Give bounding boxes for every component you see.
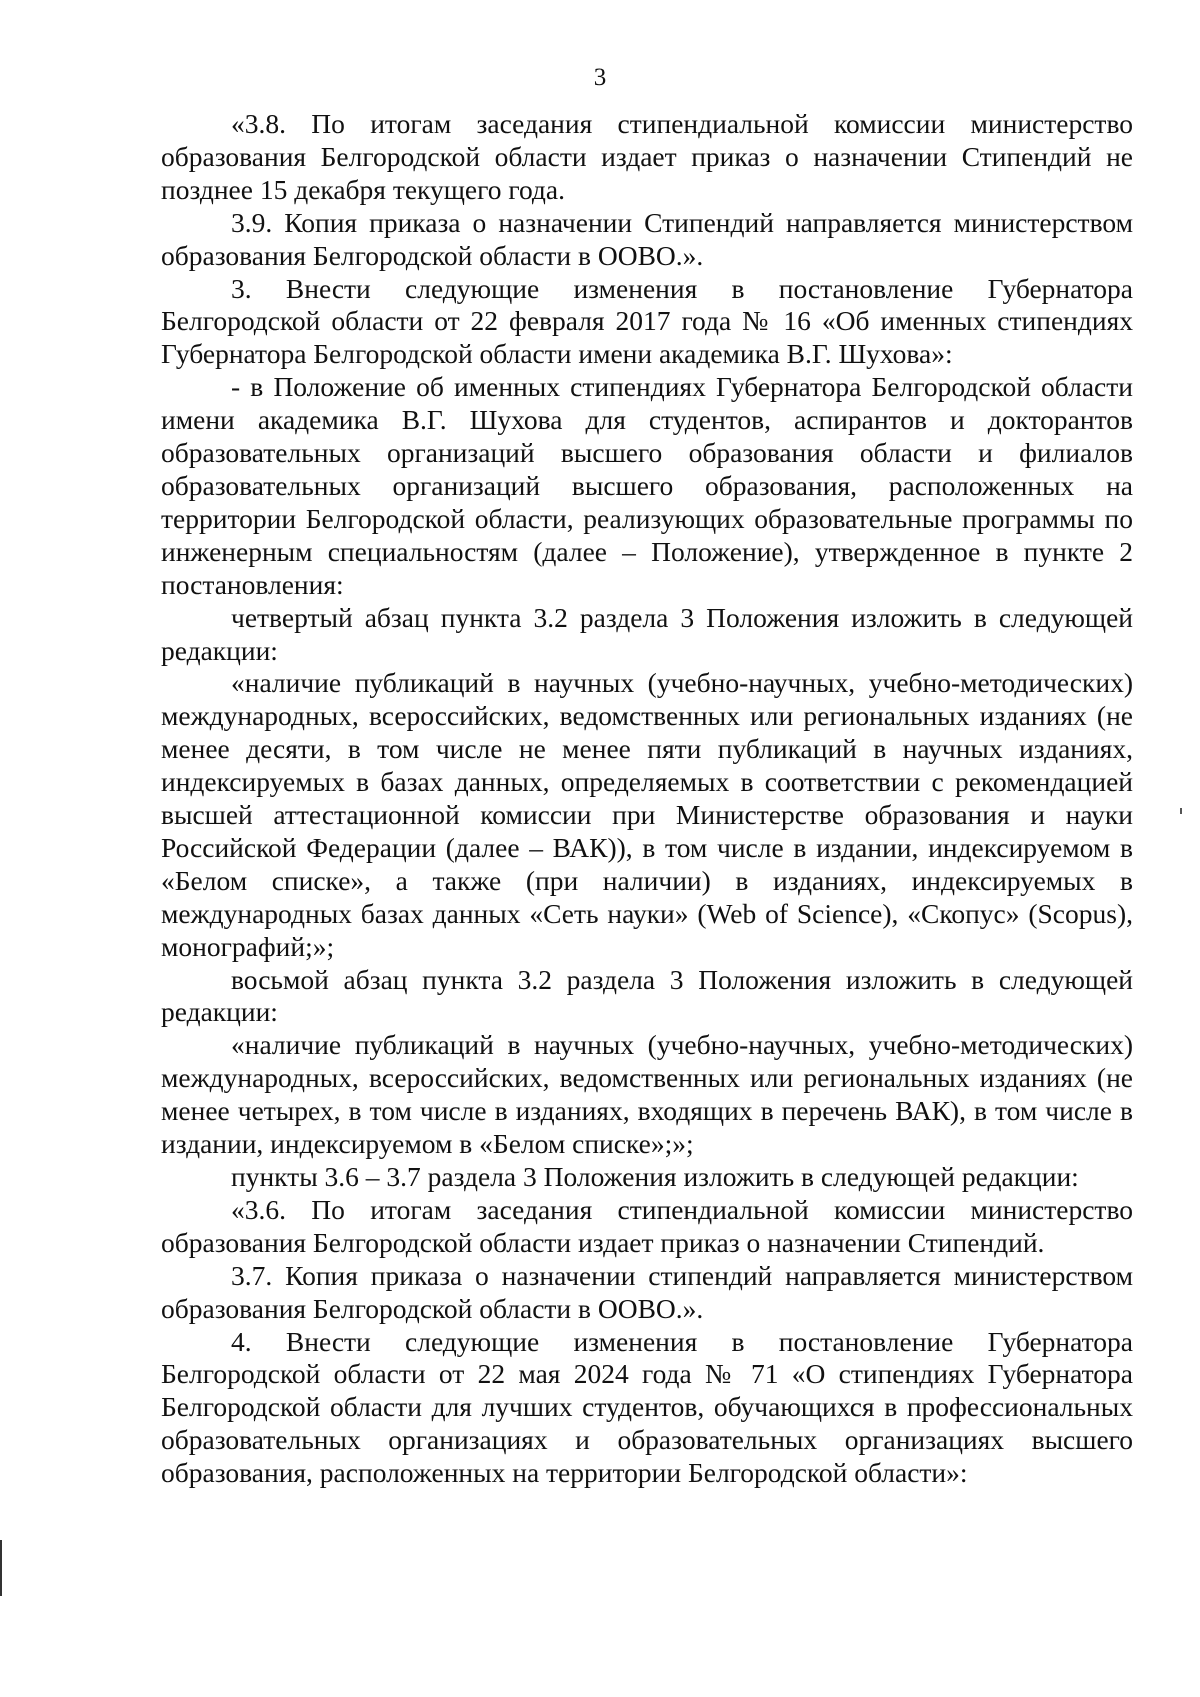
document-body [161,108,1133,1490]
paragraph-regulation-amendment: - в Положение об именных стипендиях Губернатора Белгородской области имени академика В.Г. Шухова для студентов, аспирантов и докторантов образовательных организаций высшего образования области и филиалов образовательных организаций высшего образования, расположенных на территории Белгородской области, реализующих образовательные программы по инженерным специальностям (далее – Положение), утвержденное в пункте 2 постановления: [161,371,1133,600]
paragraph-publications-four: «наличие публикаций в научных (учебно-научных, учебно-методических) международных, всероссийских, ведомственных или региональных изданиях (не менее четырех, в том числе в изданиях, входящих в перечень ВАК), в том числе в издании, индексируемом в «Белом списке»;»; [161,1029,1133,1160]
paragraph-item-4: 4. Внести следующие изменения в постановление Губернатора Белгородской области от 22 мая 2024 года № 71 «О стипендиях Губернатора Белгородской области для лучших студентов, обучающихся в профессиональных образовательных организациях и образовательных организациях высшего образования, расположенных на территории Белгородской области»: [161,1325,1133,1489]
scan-artifact [1180,808,1182,814]
paragraph-3-6: «3.6. По итогам заседания стипендиальной комиссии министерство образования Белгородской области издает приказ о назначении Стипендий. [161,1193,1133,1258]
paragraph-item-3: 3. Внести следующие изменения в постановление Губернатора Белгородской области от 22 февраля 2017 года № 16 «Об именных стипендиях Губернатора Белгородской области имени академика В.Г. Шухова»: [161,272,1133,370]
paragraph-points-3-6-3-7: пункты 3.6 – 3.7 раздела 3 Положения изложить в следующей редакции: [231,1161,1079,1192]
paragraph-publications-ten: «наличие публикаций в научных (учебно-научных, учебно-методических) международных, всероссийских, ведомственных или региональных изданиях (не менее десяти, в том числе не менее пяти публикаций в научных изданиях, индексируемых в базах данных, определяемых в соответствии с рекомендацией высшей аттестационной комиссии при Министерстве образования и науки Российской Федерации (далее – ВАК)), в том числе в издании, индексируемом в «Белом списке», а также (при наличии) в изданиях, индексируемых в международных базах данных «Сеть науки» (Web of Science), «Скопус» (Scopus), монографий;»; [161,667,1133,962]
scan-edge-artifact [0,1540,2,1596]
paragraph-fourth-clause: четвертый абзац пункта 3.2 раздела 3 Положения изложить в следующей редакции: [161,601,1133,666]
paragraph-eighth-clause: восьмой абзац пункта 3.2 раздела 3 Положения изложить в следующей редакции: [161,963,1133,1028]
paragraph-3-7: 3.7. Копия приказа о назначении стипендий направляется министерством образования Белгородской области в ООВО.». [161,1259,1133,1324]
paragraph-3-8: «3.8. По итогам заседания стипендиальной комиссии министерство образования Белгородской области издает приказ о назначении Стипендий не позднее 15 декабря текущего года. [161,108,1133,205]
paragraph-3-9: 3.9. Копия приказа о назначении Стипендий направляется министерством образования Белгородской области в ООВО.». [161,206,1133,271]
page-number: 3 [593,64,607,91]
